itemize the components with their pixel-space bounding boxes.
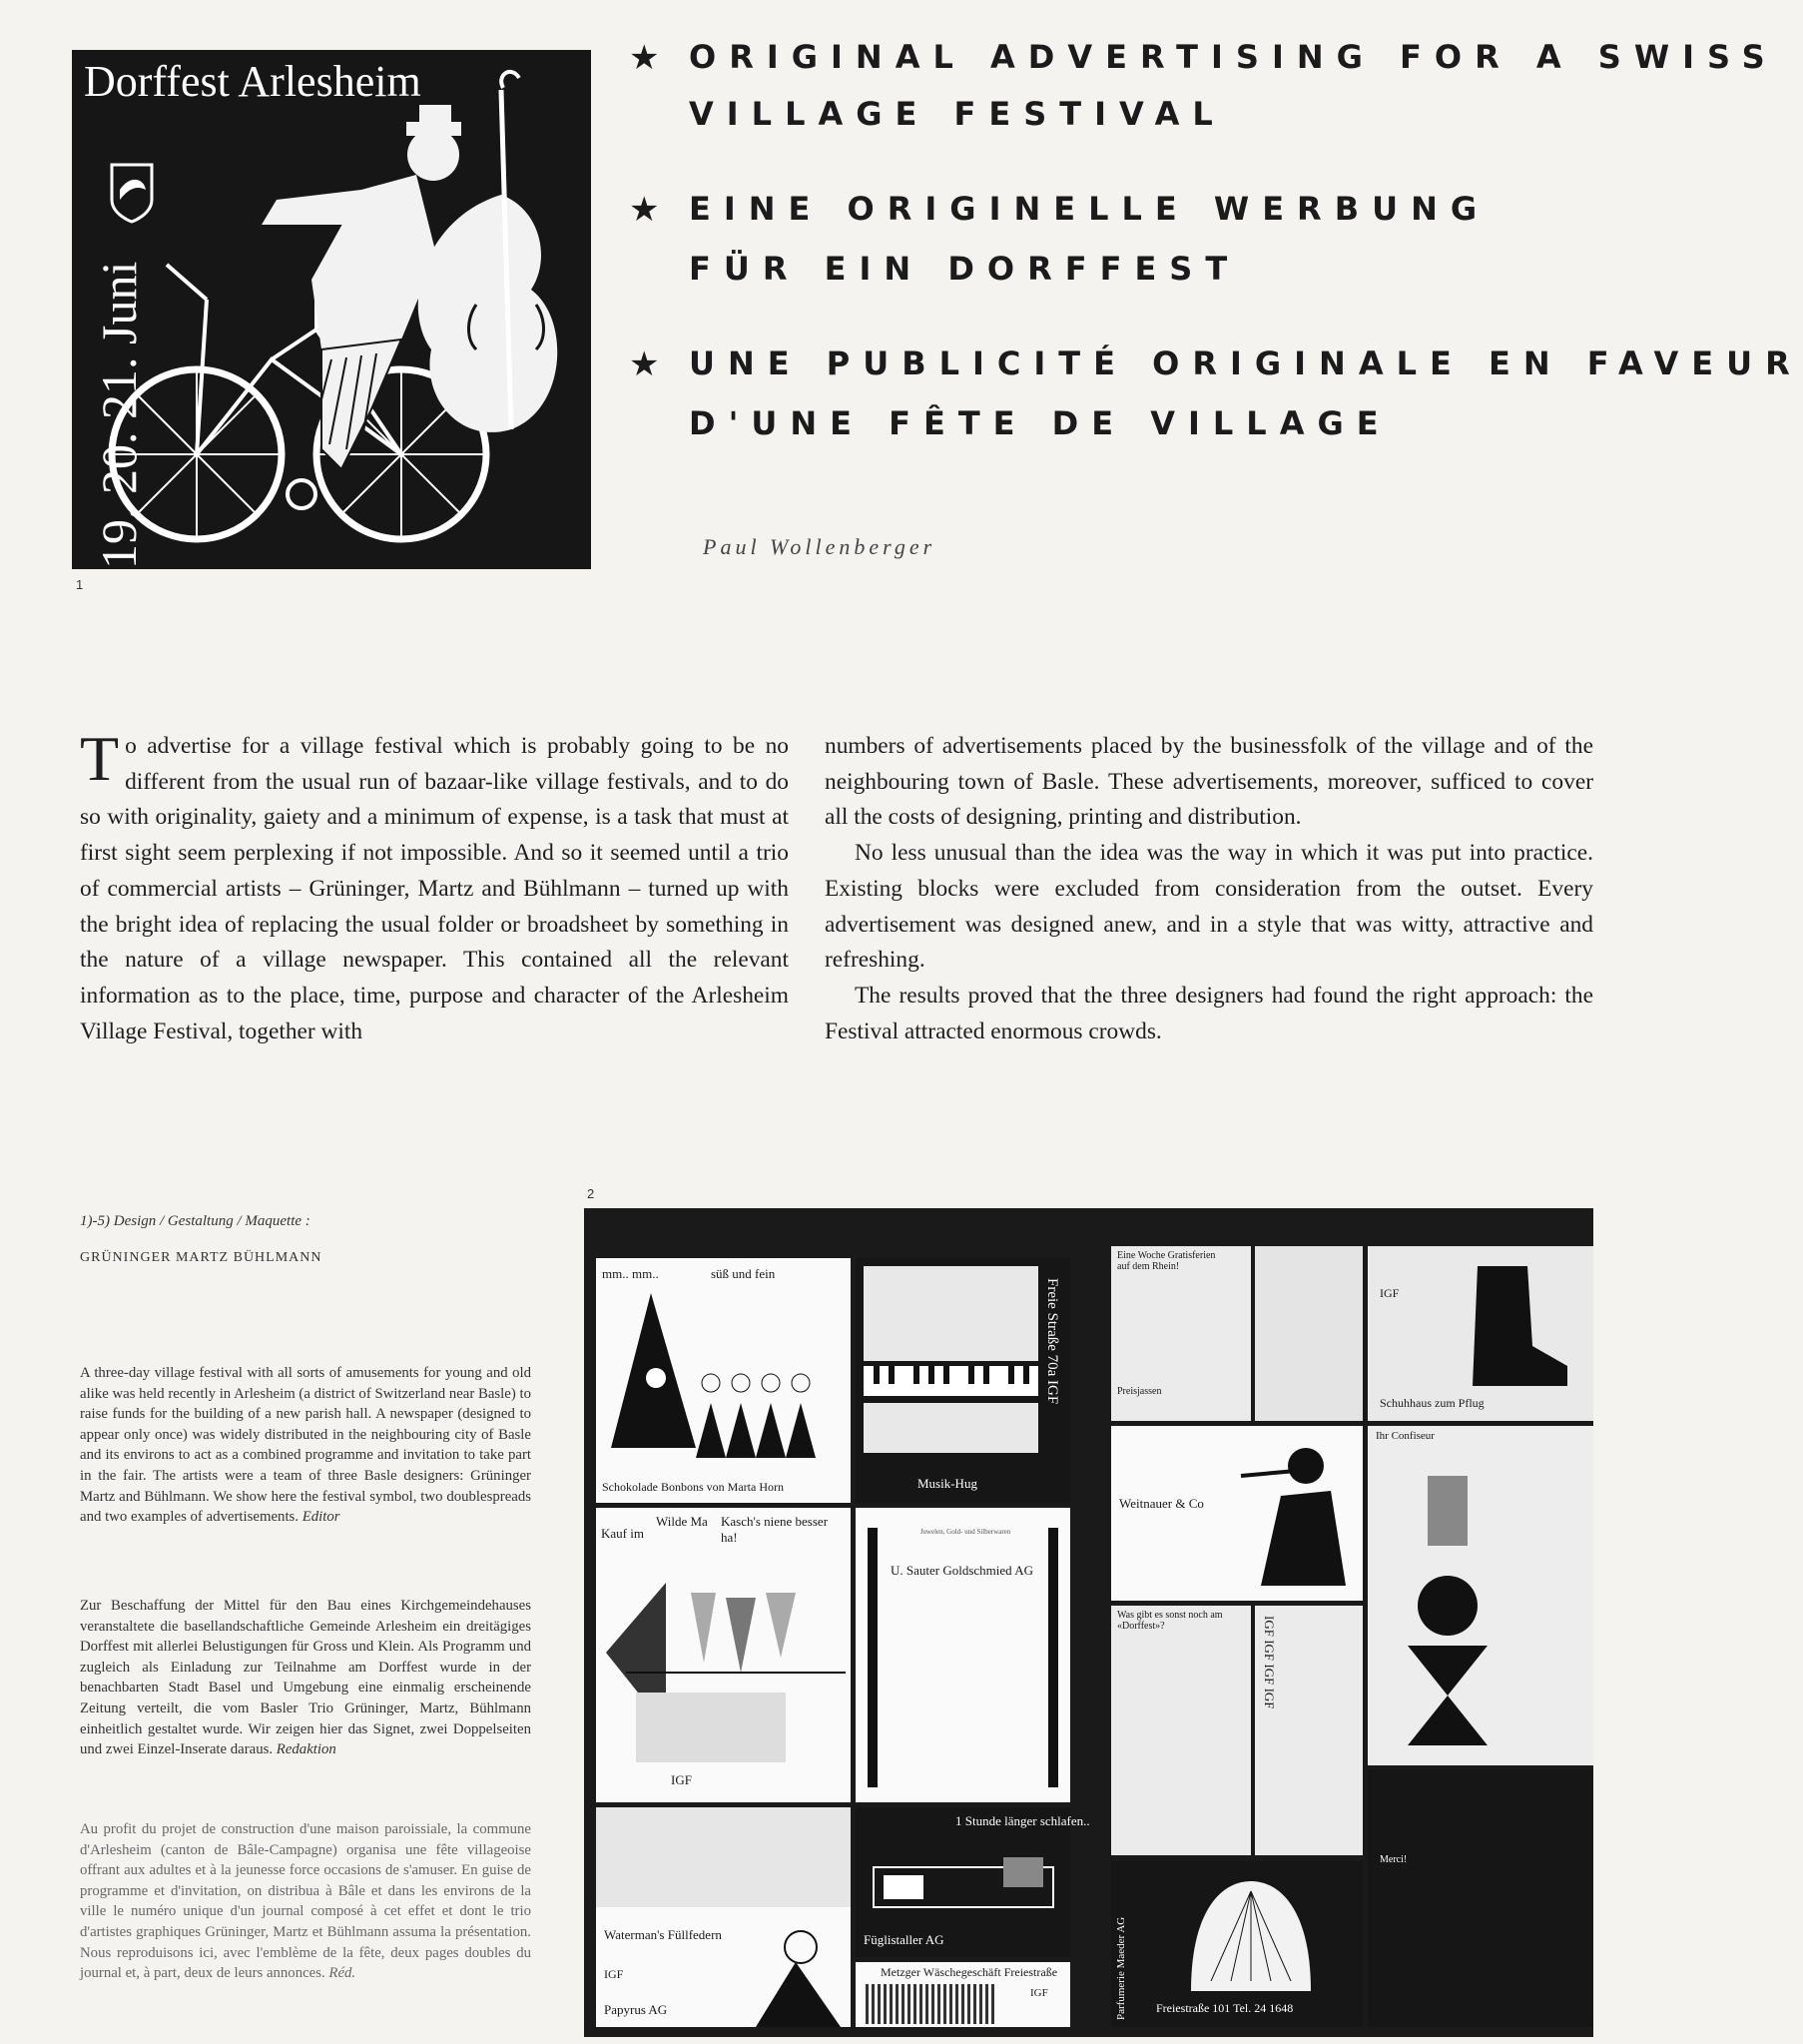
ad-musik-hug: Musik-Hug Freie Straße 70a IGF	[856, 1258, 1070, 1503]
ad-confiseur: Ihr Confiseur	[1368, 1426, 1593, 1765]
triangle-figures-illustration	[596, 1283, 851, 1463]
ad-igf-column: IGF IGF IGF IGF	[1255, 1606, 1363, 1855]
ad-metzger: Metzger Wäschegeschäft Freiestraße IGF	[856, 1962, 1070, 2027]
perfume-bottle-illustration	[1151, 1871, 1351, 1996]
caption-editor: Editor	[301, 1509, 340, 1526]
star-icon: ★	[629, 192, 660, 229]
headline-en-line2: VILLAGE FESTIVAL	[689, 95, 1226, 133]
star-icon: ★	[629, 346, 660, 383]
cyclist-cellist-illustration	[72, 50, 591, 569]
article-paragraph: o advertise for a village festival which is probably going to be no different from the usual run of bazaar-like village festivals, and to do so with originality, gaiety and a minimum of expense, is a task that must at first sight seem perplexing if not impossible. And so it seemed until a trio of commercial artists – Grüninger, Martz and Bühlmann – turned up with the bright idea of replacing the usual folder or broadsheet by something in the nature of a village newspaper. This contained all the relevant information as to the place, time, purpose and character of the Arlesheim Village Festival, together with	[80, 733, 789, 1044]
ad-marta-horn: mm.. mm.. süß und fein Schokolade Bonbons von Marta Horn	[596, 1258, 851, 1503]
ad-wilde-ma: Kauf im Wilde Ma Kasch's niene besser ha! IGF	[596, 1508, 851, 1802]
headline-de-line2: FÜR EIN DORFFEST	[689, 250, 1241, 288]
caption-editor: Redaktion	[276, 1741, 336, 1758]
cake-tower-illustration	[1388, 1456, 1507, 1755]
headline-en-line1: ORIGINAL ADVERTISING FOR A SWISS	[689, 38, 1778, 76]
ad-weitnauer: Weitnauer & Co	[1111, 1426, 1363, 1601]
abstract-shapes-illustration	[596, 1553, 851, 1782]
headline-de-line1: EINE ORIGINELLE WERBUNG	[689, 190, 1491, 228]
caption-english: A three-day village festival with all sorts of amusements for young and old alike was held recently in Arlesheim (a district of Switzerland near Basle) to raise funds for the building of a new parish hall. A newspaper (designed to appear only once) was widely distributed in the neighbouring city of Basle and its environs to act as a combined programme and invitation to take part in the fair. The artists were a team of three Basle designers: Grüninger Martz and Bühlmann. We show here the festival symbol, two doublespreads and two examples of advertisements. Editor	[80, 1365, 531, 1526]
newspaper-spread	[584, 1208, 1593, 2037]
text-column-block	[1255, 1246, 1363, 1421]
article-paragraph: No less unusual than the idea was the way in which it was put into practice. Existing blocks were excluded from consideration from the outset. Every advertisement was designed anew, and in a style that was witty, attractive and refreshing.	[825, 840, 1593, 974]
ad-parfumerie-maeder: Parfumerie Maeder AG Freiestraße 101 Tel. 24 1648	[1111, 1861, 1363, 2027]
piano-keys-illustration	[864, 1366, 1038, 1396]
article-column-1	[80, 723, 789, 1049]
caption-editor: Réd.	[328, 1965, 356, 1982]
ad-sauter-goldschmied: Juwelen, Gold- und Silberwaren U. Sauter Goldschmied AG	[856, 1508, 1070, 1802]
star-icon: ★	[629, 40, 660, 77]
sleeping-figure-illustration	[864, 1847, 1063, 1927]
pipe-smoker-illustration	[1221, 1436, 1361, 1586]
boot-illustration	[1438, 1256, 1577, 1396]
poster-date: 19. 20. 21. Juni	[91, 261, 147, 569]
caption-french: Au profit du projet de construction d'une maison paroissiale, la commune d'Arlesheim (canton de Bâle-Campagne) organisa une fête villageoise offrant aux adultes et à la jeunesse force occasions de s'amuser. En guise de programme et d'invitation, on distribua à Bâle et dans les environs de la ville le numéro unique d'un journal composé à cet effet et dont le trio d'artistes graphiques Grüninger, Martz et Bühlmann assuma la présentation. Nous reproduisons ici, avec l'emblème de la fête, deux pages doubles du journal et, à part, deux de leurs annonces. Réd.	[80, 1821, 531, 1982]
headline-fr-line1: UNE PUBLICITÉ ORIGINALE EN FAVEUR	[689, 344, 1803, 382]
figure-number-1: 1	[76, 577, 84, 592]
ad-gratisferien: Eine Woche Gratisferien auf dem Rhein! Preisjassen	[1111, 1246, 1251, 1421]
pen-man-illustration	[746, 1907, 846, 2027]
article-column-2	[825, 729, 1593, 1049]
figure-number-2: 2	[587, 1186, 595, 1201]
headline-fr-line2: D'UNE FÊTE DE VILLAGE	[689, 404, 1392, 442]
designer-names: GRÜNINGER MARTZ BÜHLMANN	[80, 1250, 322, 1265]
drop-cap: T	[80, 723, 120, 794]
ad-schuhhaus: IGF Schuhhaus zum Pflug	[1368, 1246, 1593, 1421]
article-paragraph: The results proved that the three designers had found the right approach: the Festival attracted enormous crowds.	[825, 982, 1593, 1044]
ad-merci: Merci!	[1368, 1769, 1593, 2027]
ad-fuglistaller: 1 Stunde länger schlafen.. Füglistaller AG	[856, 1807, 1070, 1957]
author-name: Paul Wollenberger	[703, 534, 936, 559]
article-paragraph: numbers of advertisements placed by the businessfolk of the village and of the neighbouring town of Basle. These advertisements, moreover, sufficed to cover all the costs of designing, printing and distribution.	[825, 733, 1593, 831]
ad-waterman: Waterman's Füllfedern IGF Papyrus AG	[596, 1907, 851, 2027]
poster-title: Dorffest Arlesheim	[84, 57, 421, 106]
festival-poster	[72, 50, 591, 569]
ad-dorffest-info: Was gibt es sonst noch am «Dorffest»?	[1111, 1606, 1251, 1855]
caption-german: Zur Beschaffung der Mittel für den Bau eines Kirchgemeindehauses veranstaltete die basellandschaftliche Gemeinde Arlesheim ein dreitägiges Dorffest mit allerlei Belustigungen für Gross und Klein. Als Programm und zugleich als Einladung zur Teilnahme am Dorffest wurde in der benachbarten Stadt Basel und Umgebung eine einmalig erscheinende Zeitung verteilt, die vom Basler Trio Grüninger, Martz, Bühlmann einheitlich gestaltet wurde. Wir zeigen hier das Signet, zwei Doppelseiten und zwei Einzel-Inserate daraus. Redaktion	[80, 1598, 531, 1758]
design-credit: 1)-5) Design / Gestaltung / Maquette :	[80, 1213, 310, 1229]
